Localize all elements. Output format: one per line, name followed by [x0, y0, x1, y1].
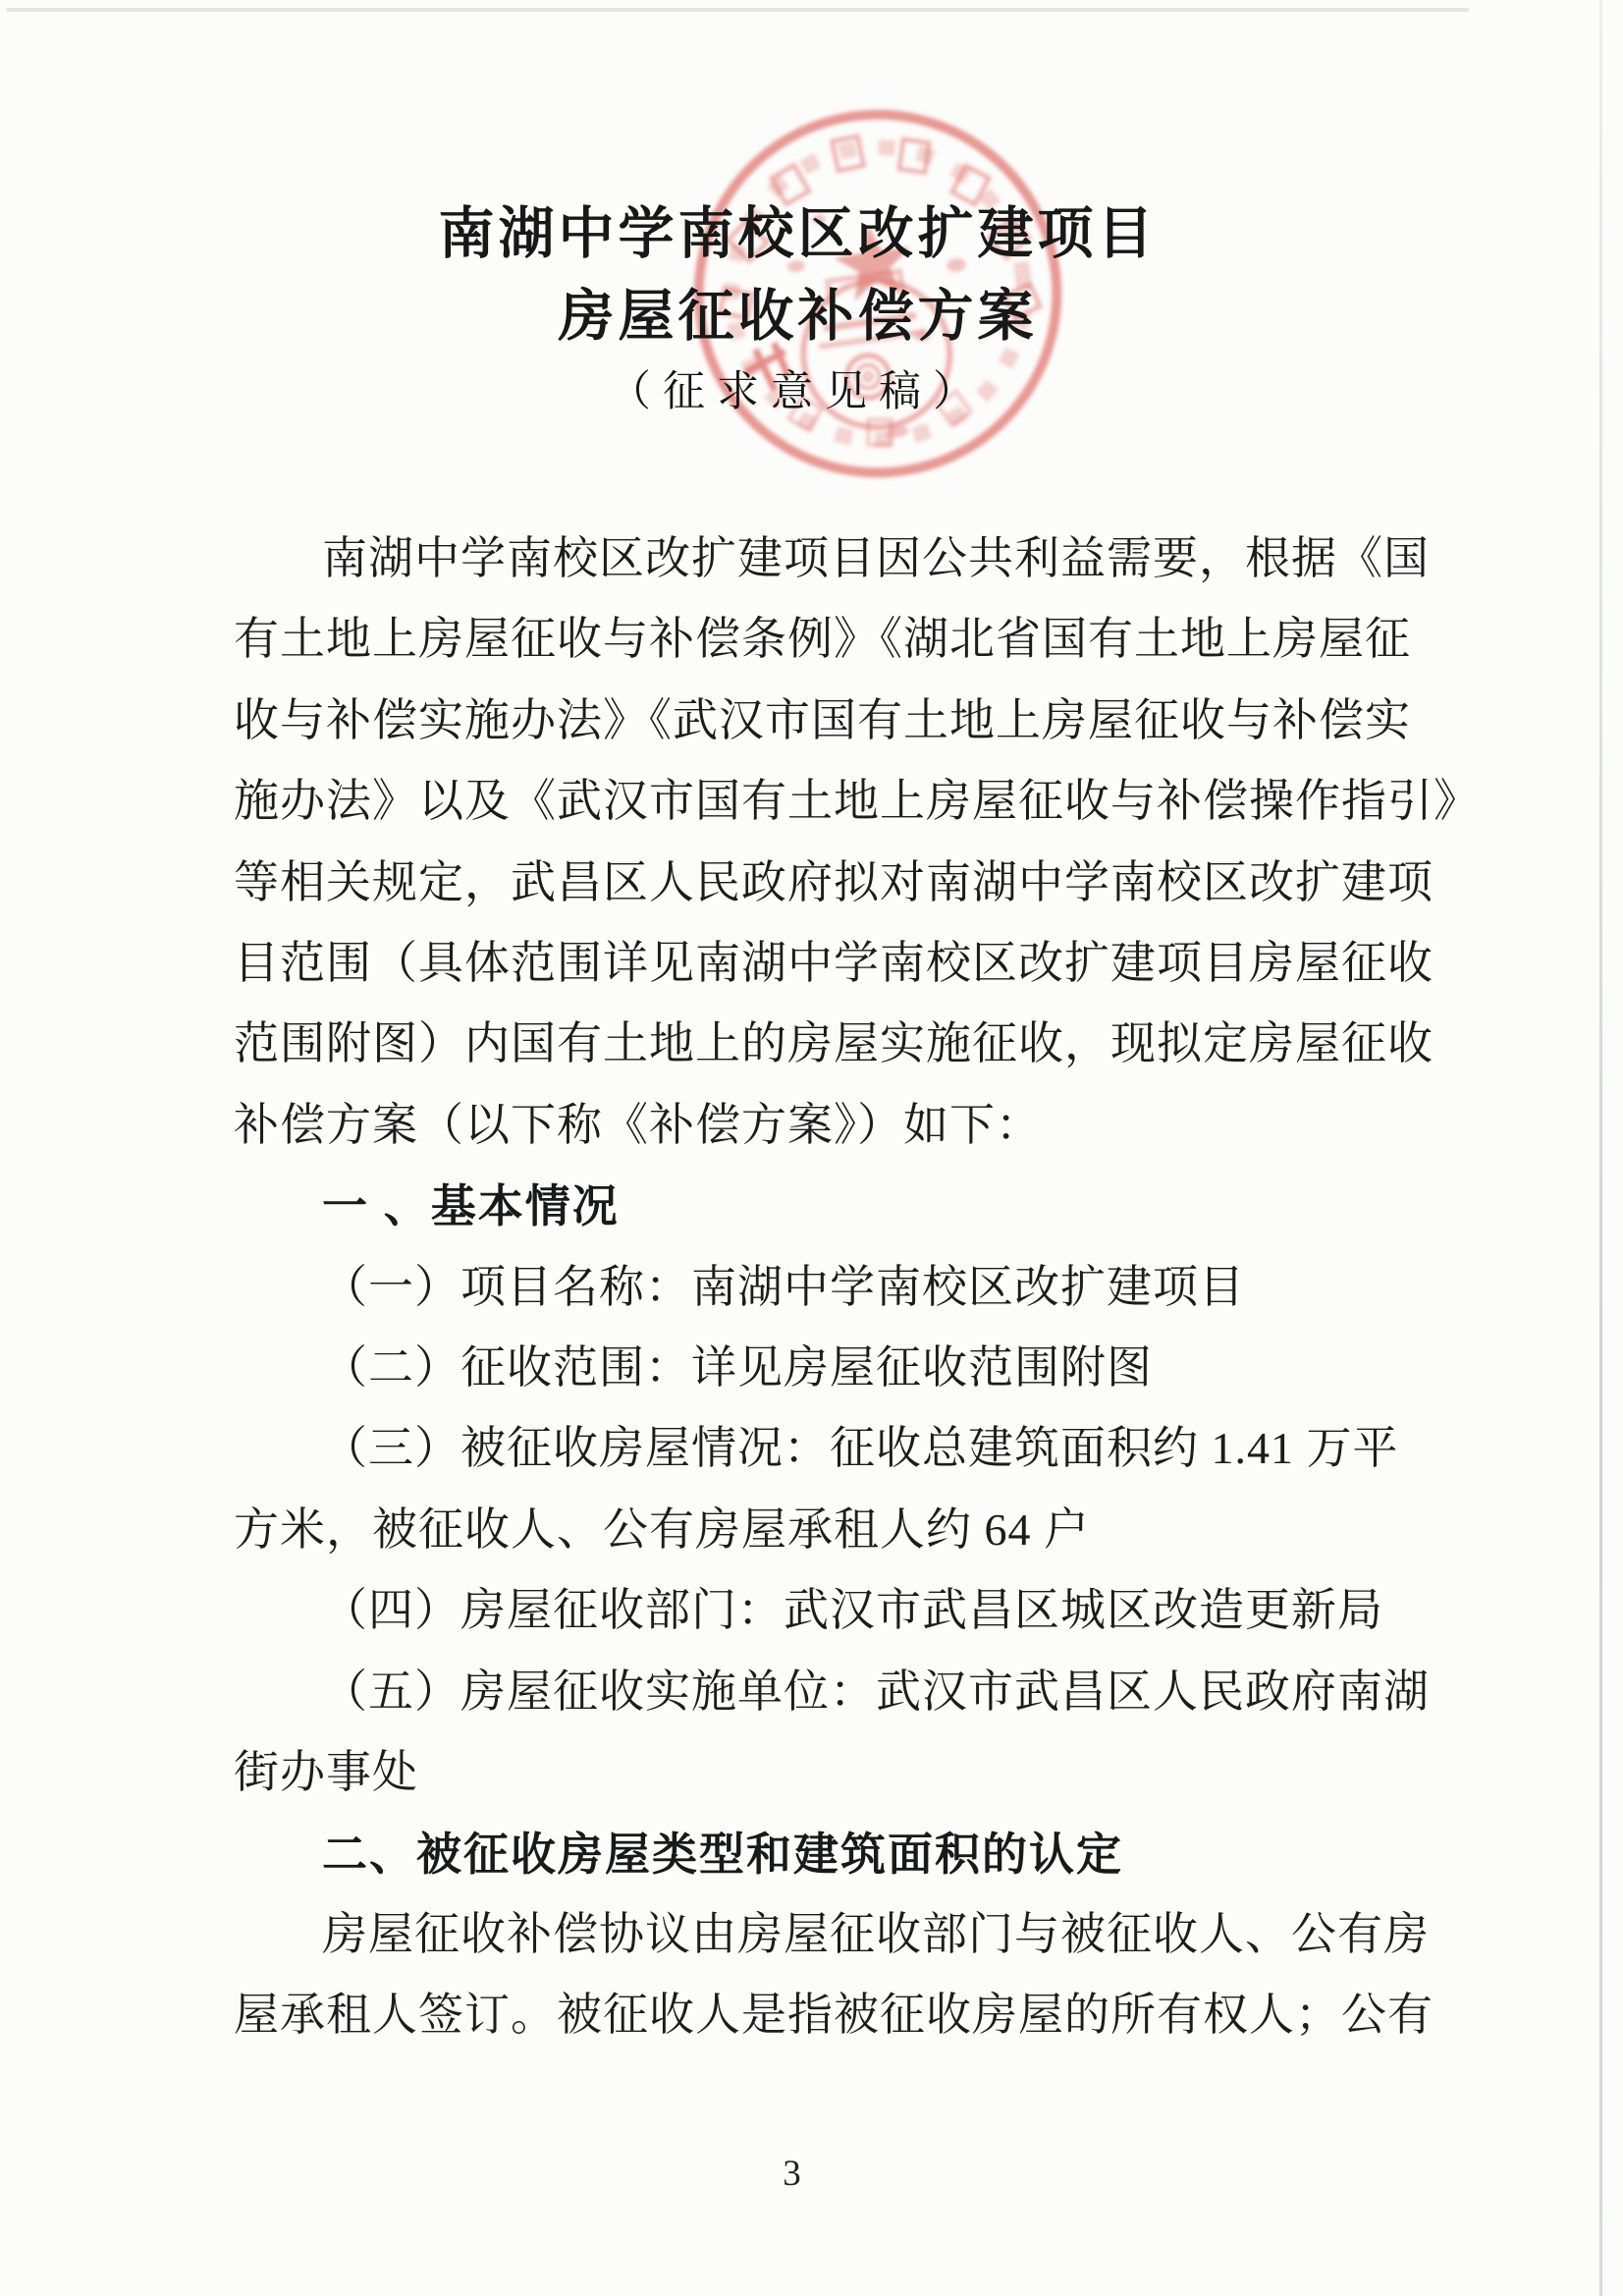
body-line: 收与补偿实施办法》《武汉市国有土地上房屋征收与补偿实	[234, 694, 1411, 745]
body-line: 有土地上房屋征收与补偿条例》《湖北省国有土地上房屋征	[234, 614, 1411, 665]
body-line: 屋承租人签订。被征收人是指被征收房屋的所有权人；公有	[234, 1990, 1434, 2041]
body-line: （四）房屋征收部门：武汉市武昌区城区改造更新局	[322, 1585, 1383, 1636]
body-line: 等相关规定，武昌区人民政府拟对南湖中学南校区改扩建项	[234, 856, 1434, 907]
body-line: （五）房屋征收实施单位：武汉市武昌区人民政府南湖	[322, 1666, 1430, 1717]
section-heading-2: 二、被征收房屋类型和建筑面积的认定	[322, 1828, 1123, 1880]
body-line: （三）被征收房屋情况：征收总建筑面积约 1.41 万平	[322, 1423, 1399, 1474]
page-number: 3	[783, 2154, 801, 2194]
body-line: 方米，被征收人、公有房屋承租人约 64 户	[234, 1503, 1090, 1555]
body-line: 范围附图）内国有土地上的房屋实施征收，现拟定房屋征收	[234, 1018, 1434, 1069]
body-line: 南湖中学南校区改扩建项目因公共利益需要，根据《国	[322, 533, 1430, 583]
body-line: 街办事处	[234, 1747, 418, 1798]
body-line: （二）征收范围：详见房屋征收范围附图	[322, 1342, 1153, 1394]
body-line: 施办法》以及《武汉市国有土地上房屋征收与补偿操作指引》	[234, 776, 1480, 827]
title-block	[0, 192, 1609, 420]
body-line: 补偿方案（以下称《补偿方案》）如下：	[234, 1099, 1042, 1150]
document-title-line1: 南湖中学南校区改扩建项目	[438, 202, 1158, 265]
document-title-line2: 房屋征收补偿方案	[558, 285, 1038, 348]
document-subtitle: （征求意见稿）	[609, 369, 987, 415]
body-line: 房屋征收补偿协议由房屋征收部门与被征收人、公有房	[322, 1908, 1430, 1959]
body-line: （一）项目名称：南湖中学南校区改扩建项目	[322, 1261, 1245, 1312]
document-body	[234, 519, 1490, 2056]
section-heading-1: 一 、基本情况	[322, 1180, 620, 1232]
body-line: 目范围（具体范围详见南湖中学南校区改扩建项目房屋征收	[234, 938, 1434, 989]
scan-artifact-top-line	[6, 8, 1469, 12]
